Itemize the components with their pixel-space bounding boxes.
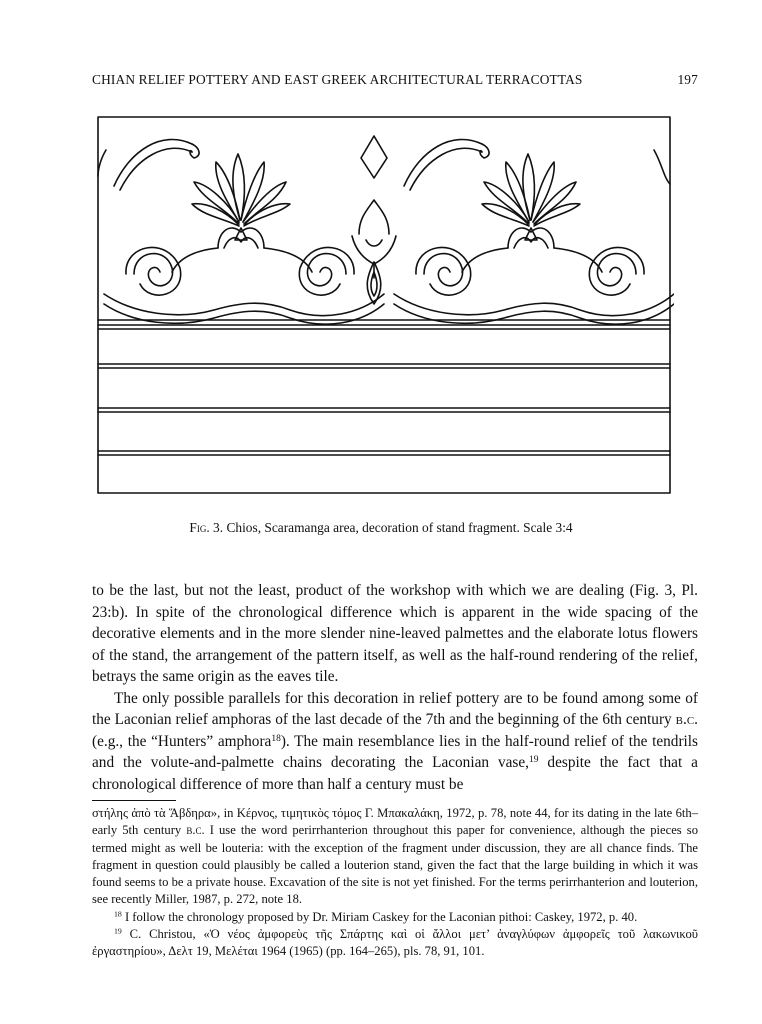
figure-caption <box>0 520 762 536</box>
body-text <box>92 580 698 795</box>
footnote-19: $^{19}$ C. Christou, «Ὁ νέος ἀμφορεὺς τῆς Σπάρτης καὶ οἱ ἄλλοι μετ’ ἀναγλύφων ἀμφορεῖς τοῦ λακωνικοῦ ἐργαστηρίου», Δελτ 19, Μελέται 1964 (1965) (pp. 164–265), pls. 78, 91, 101. <box>92 926 698 959</box>
figure-3-drawing <box>94 114 674 496</box>
caption-text: Chios, Scaramanga area, decoration of stand fragment. Scale 3:4 <box>226 520 573 535</box>
paragraph-2: The only possible parallels for this decoration in relief pottery are to be found among some of the Laconian relief amphoras of the last decade of the 7th and the beginning of the 6th century b.c. (e.g., the “Hunters” amphora$^{18}$). The main resemblance lies in the half-round relief of the tendrils and the volute-and-palmette chains decorating the Laconian vase,$^{19}$ despite the fact that a chronological difference of more than half a century must be <box>92 689 698 793</box>
footnote-continuation: στήλης ἀπὸ τὰ Ἅβδηρα», in Κέρνος, τιμητικὸς τόμος Γ. Μπακαλάκη, 1972, p. 78, note 44, for its dating in the late 6th–early 5th century b.c. I use the word perirrhanterion throughout this paper for convenience, although the pieces so termed might as well be louteria: with the exception of the fragment under discussion, they are all chance finds. The fragment in question could plausibly be called a louterion stand, given the fact that the large building in which it was found seems to be a private house. Excavation of the site is not yet finished. For the terms perirrhanterion and louterion, see recently Miller, 1987, p. 272, note 18. <box>92 806 698 907</box>
palmette-chain <box>98 136 674 324</box>
footnote-ref-18: 18 <box>271 733 281 744</box>
page-number: 197 <box>677 72 698 87</box>
footnote-rule <box>92 800 176 801</box>
footnote-18: $^{18}$ I follow the chronology proposed by Dr. Miriam Caskey for the Laconian pithoi: Caskey, 1972, p. 40. <box>114 909 638 924</box>
footnotes <box>92 805 698 961</box>
running-header <box>92 72 698 88</box>
footnote-ref-19: 19 <box>528 754 539 765</box>
caption-label: Fig. 3. <box>189 520 224 535</box>
paragraph-1: to be the last, but not the least, product of the workshop with which we are dealing (Fig. 3, Pl. 23:b). In spite of the chronological difference which is apparent in the wide spacing of the decorative elements and in the more slender nine-leaved palmettes and the elaborate lotus flowers of the stand, the arrangement of the pattern itself, as well as the half-round rendering of the relief, betrays the same origin as the eaves tile. <box>92 582 698 685</box>
header-title: CHIAN RELIEF POTTERY AND EAST GREEK ARCHITECTURAL TERRACOTTAS <box>92 72 583 87</box>
